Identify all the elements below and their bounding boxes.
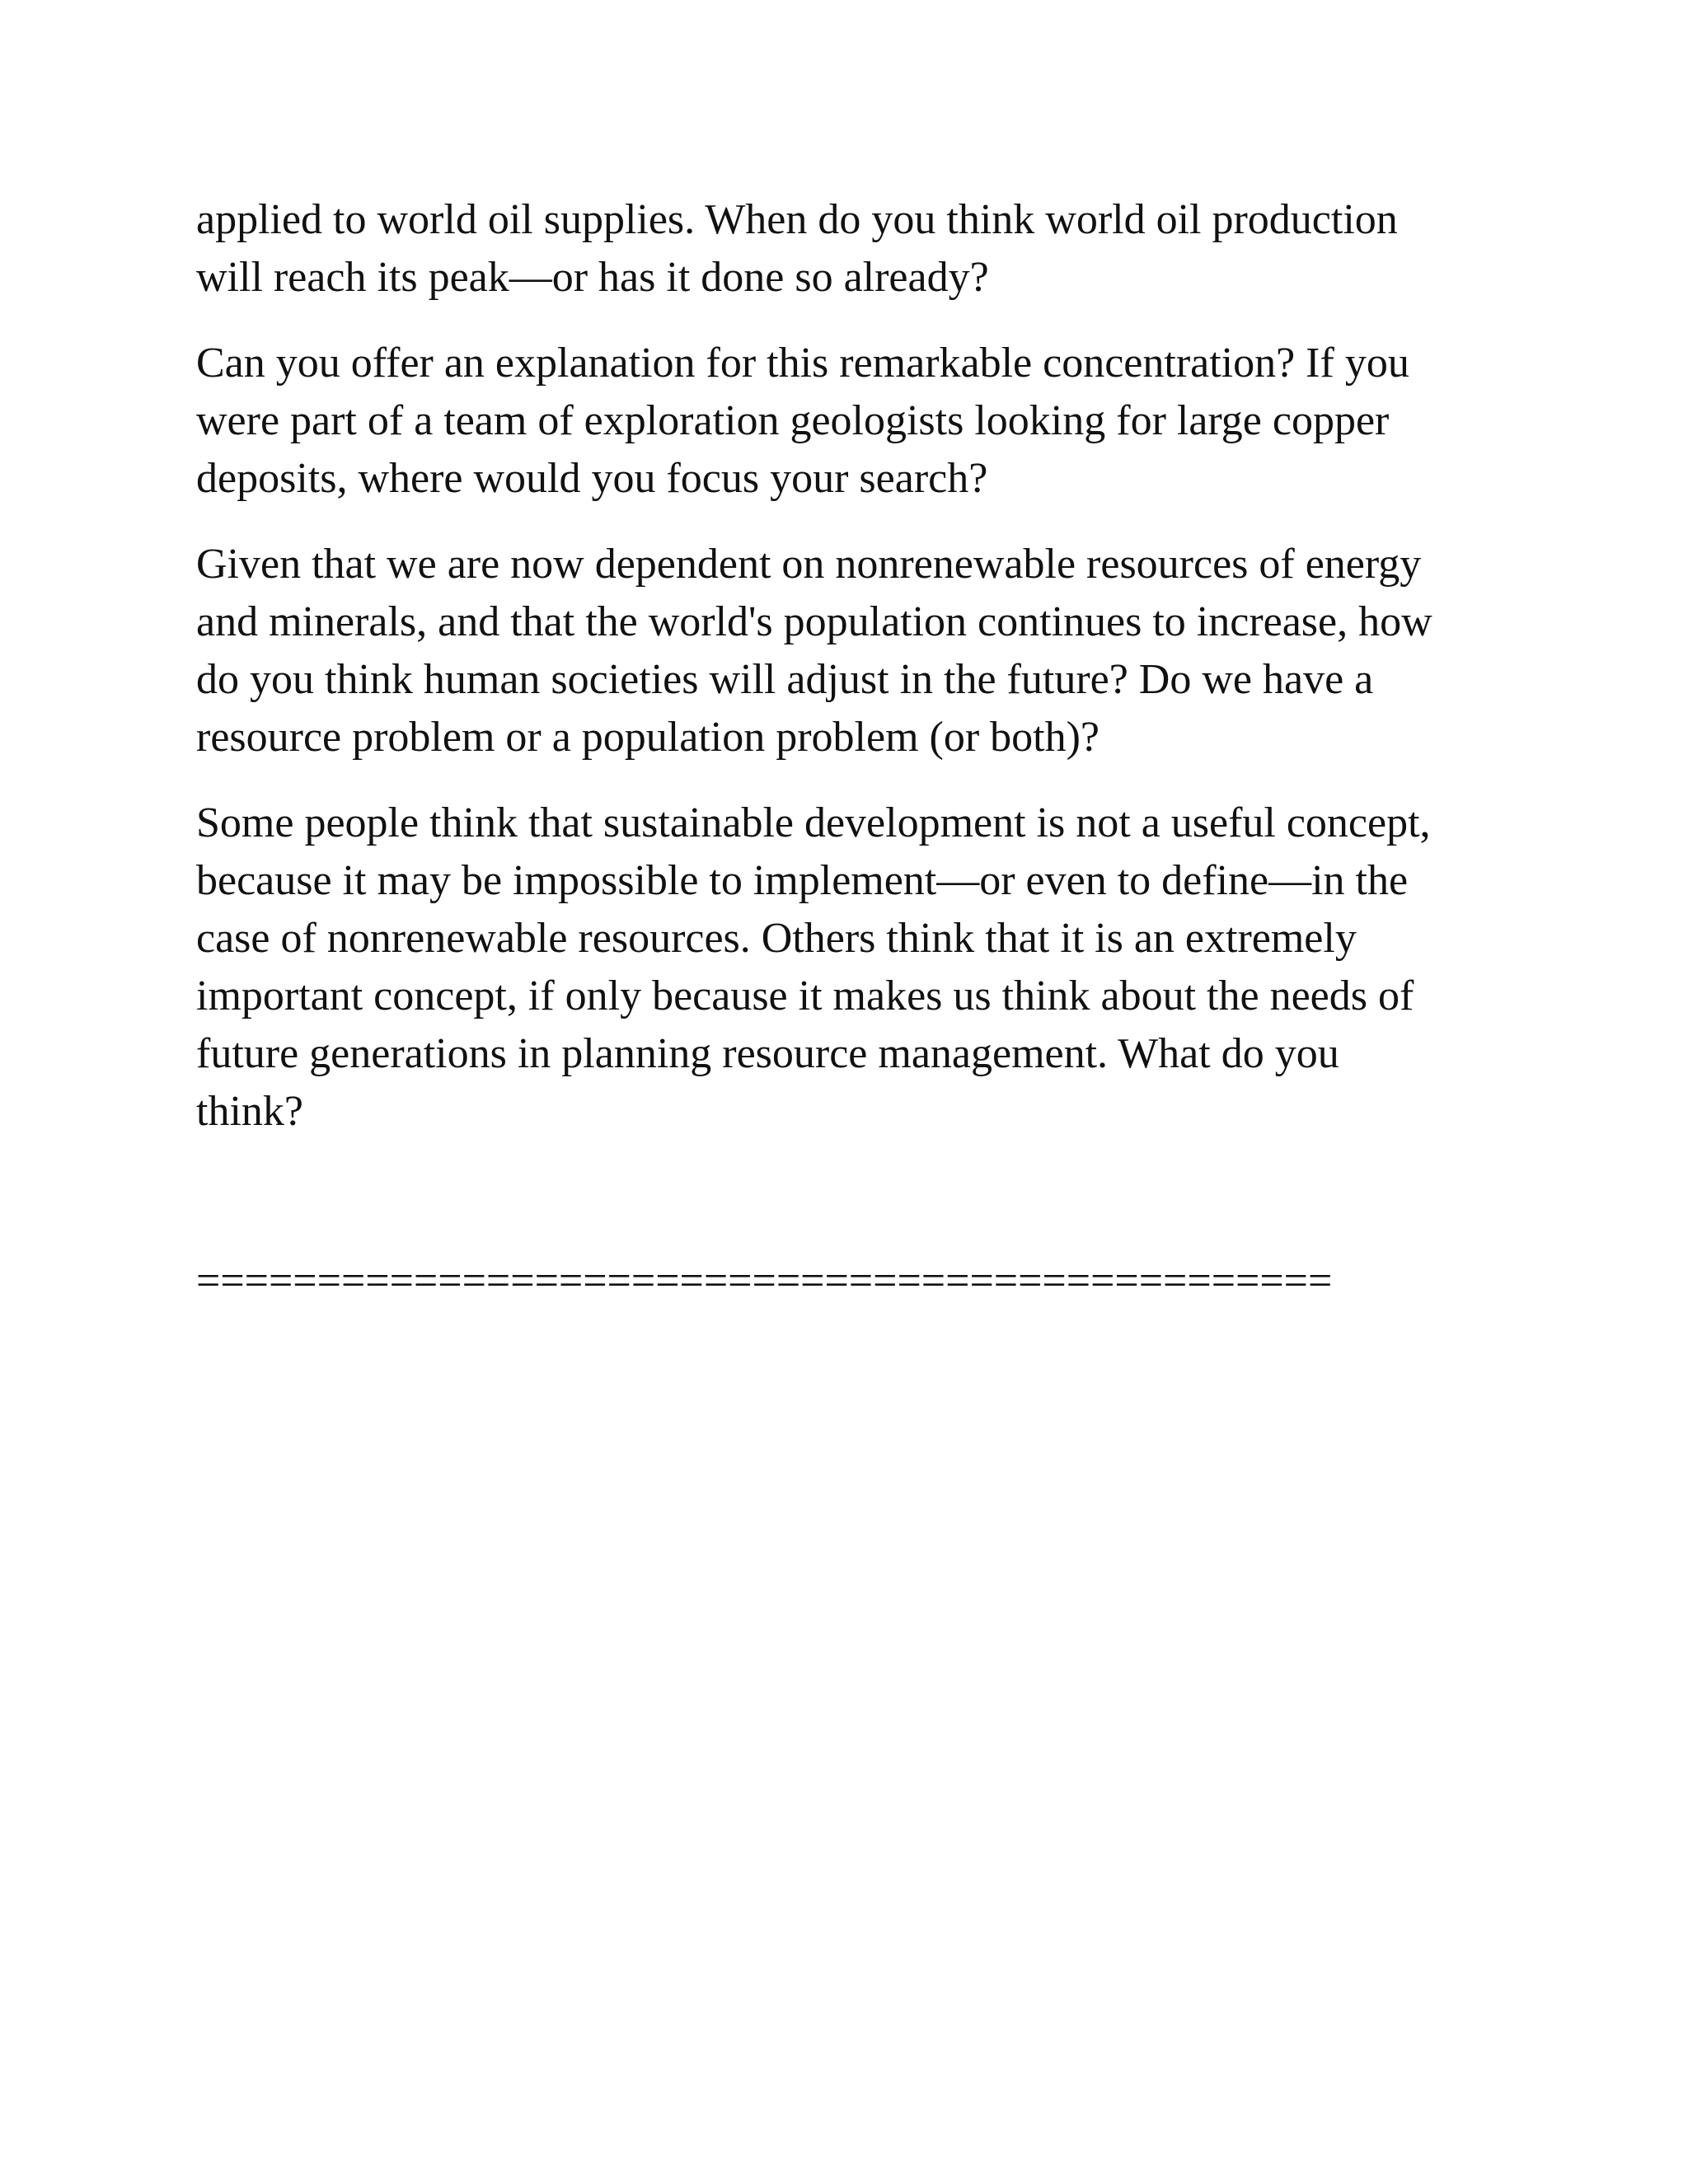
- text-line: future generations in planning resource management. What do you: [196, 1030, 1339, 1077]
- text-line: resource problem or a population problem (or both)?: [196, 714, 1100, 761]
- text-line: Can you offer an explanation for this remarkable concentration? If you: [196, 340, 1409, 387]
- paragraph-copper-deposits: [196, 335, 1498, 508]
- paragraph-sustainable-development: [196, 794, 1498, 1141]
- text-line: Some people think that sustainable development is not a useful concept,: [196, 799, 1431, 846]
- text-line: applied to world oil supplies. When do you think world oil production: [196, 196, 1398, 243]
- text-line: will reach its peak—or has it done so already?: [196, 254, 989, 301]
- document-body: [196, 191, 1498, 1141]
- text-line: think?: [196, 1088, 303, 1135]
- text-line: because it may be impossible to implement—or even to define—in the: [196, 857, 1409, 904]
- text-line: Given that we are now dependent on nonrenewable resources of energy: [196, 541, 1422, 588]
- text-line: and minerals, and that the world's population continues to increase, how: [196, 598, 1432, 645]
- paragraph-population-resources: [196, 536, 1498, 766]
- text-line: important concept, if only because it makes us think about the needs of: [196, 972, 1414, 1019]
- paragraph-oil-peak: [196, 191, 1498, 307]
- text-line: do you think human societies will adjust in the future? Do we have a: [196, 656, 1374, 703]
- text-line: deposits, where would you focus your search?: [196, 455, 988, 502]
- separator-line: ===============================================: [196, 1258, 1333, 1305]
- text-line: were part of a team of exploration geologists looking for large copper: [196, 397, 1390, 444]
- text-line: case of nonrenewable resources. Others think that it is an extremely: [196, 915, 1357, 962]
